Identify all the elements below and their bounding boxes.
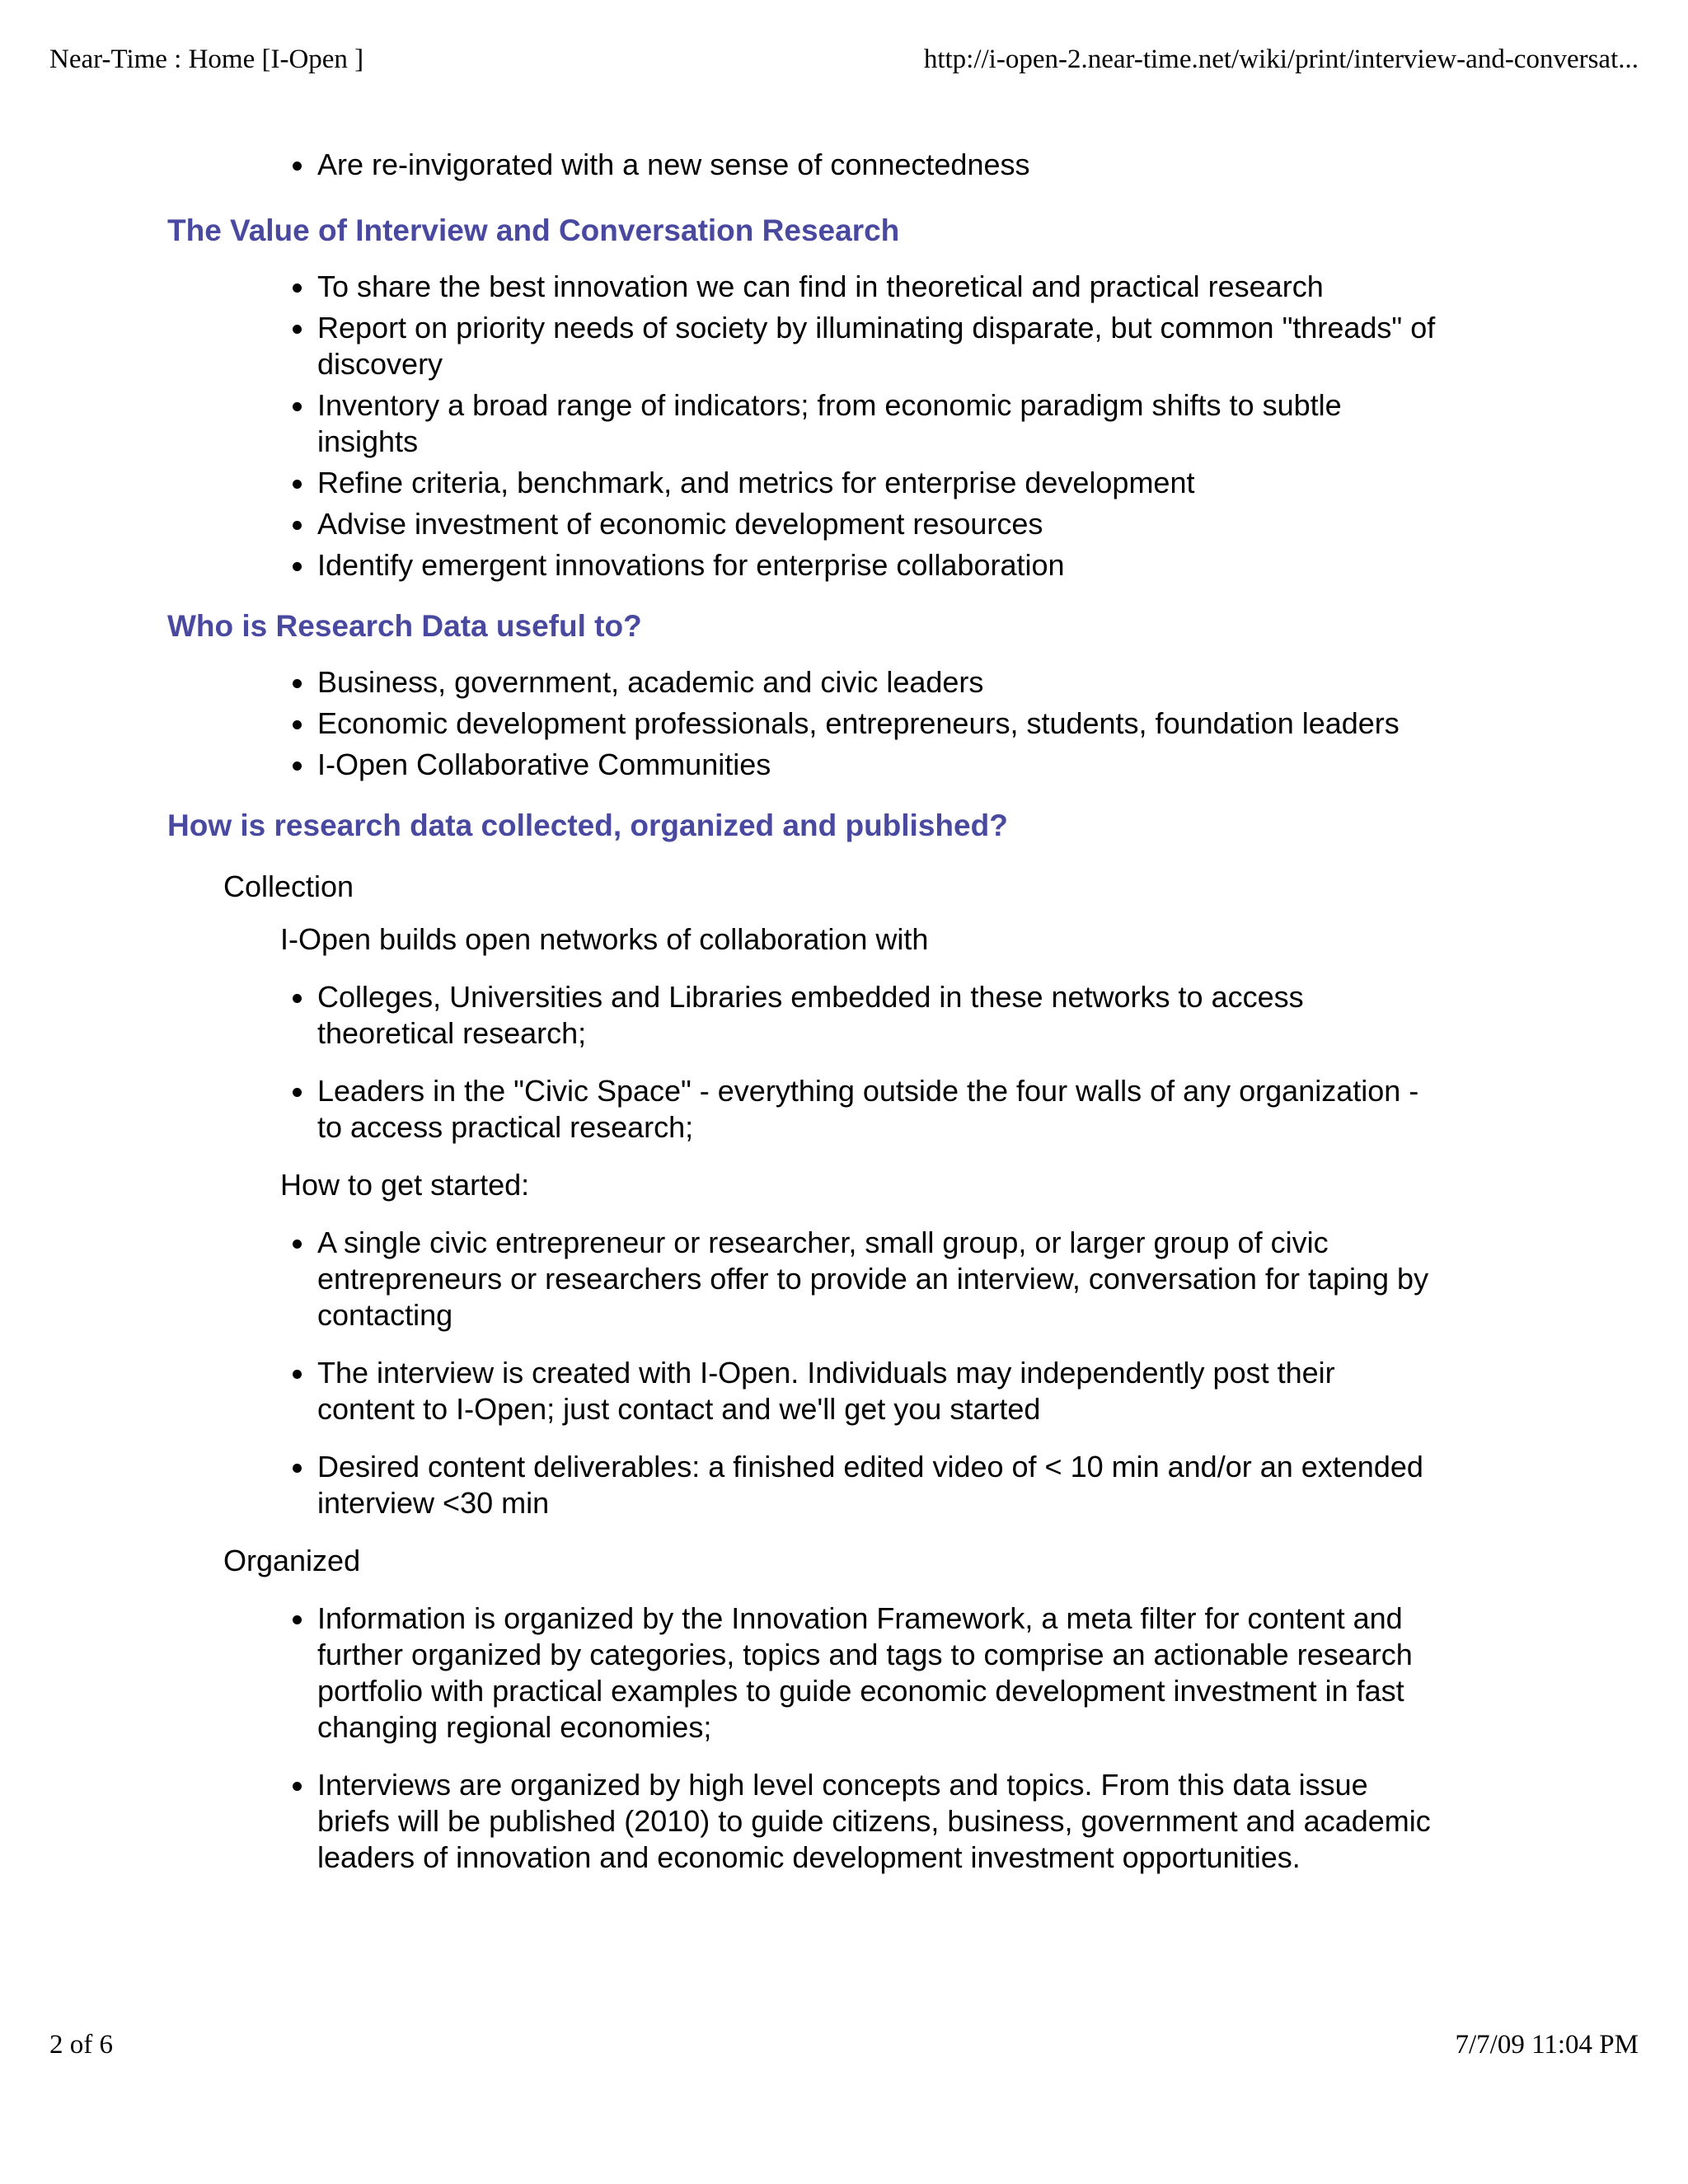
collection-intro: I-Open builds open networks of collaboration with: [280, 922, 929, 956]
get-started-list: [0, 1225, 1688, 1521]
list-item: Economic development professionals, entrepreneurs, students, foundation leaders: [317, 705, 1438, 742]
list-item: The interview is created with I-Open. Individuals may independently post their content to I-Open; just contact and we'll get you started: [317, 1355, 1438, 1427]
section-heading-value: The Value of Interview and Conversation Research: [167, 213, 900, 247]
print-timestamp: 7/7/09 11:04 PM: [1455, 2030, 1639, 2060]
list-item: Business, government, academic and civic leaders: [317, 664, 1438, 701]
intro-list: [0, 147, 1688, 183]
list-item: A single civic entrepreneur or researcher, small group, or larger group of civic entrepreneurs or researchers offer to provide an interview, conversation for taping by contacting: [317, 1225, 1438, 1333]
list-item: Inventory a broad range of indicators; from economic paradigm shifts to subtle insights: [317, 387, 1438, 460]
list-item: Refine criteria, benchmark, and metrics for enterprise development: [317, 465, 1438, 501]
print-footer: [49, 2030, 1639, 2060]
list-item: Interviews are organized by high level concepts and topics. From this data issue briefs will be published (2010) to guide citizens, business, government and academic leaders of innovation and economic development investment opportunities.: [317, 1767, 1438, 1876]
list-item: I-Open Collaborative Communities: [317, 747, 1438, 783]
list-item: Desired content deliverables: a finished edited video of < 10 min and/or an extended interview <30 min: [317, 1449, 1438, 1521]
page-number: 2 of 6: [49, 2030, 113, 2060]
section-heading-who: Who is Research Data useful to?: [167, 609, 642, 643]
organized-list: [0, 1601, 1688, 1876]
list-item: Leaders in the "Civic Space" - everything outside the four walls of any organization - to access practical research;: [317, 1073, 1438, 1146]
list-item: Information is organized by the Innovation Framework, a meta filter for content and further organized by categories, topics and tags to comprise an actionable research portfolio with practical examples to guide economic development investment in fast changing regional economies;: [317, 1601, 1438, 1746]
list-item: Advise investment of economic development resources: [317, 506, 1438, 542]
page-title: Near-Time : Home [I-Open ]: [49, 45, 364, 74]
section-heading-how: How is research data collected, organized and published?: [167, 808, 1008, 842]
list-item: Report on priority needs of society by illuminating disparate, but common "threads" of discovery: [317, 310, 1438, 382]
page-url: http://i-open-2.near-time.net/wiki/print/interview-and-conversat...: [923, 45, 1639, 74]
get-started-label: How to get started:: [280, 1168, 530, 1202]
list-item: Colleges, Universities and Libraries embedded in these networks to access theoretical research;: [317, 979, 1438, 1052]
list-item: Identify emergent innovations for enterprise collaboration: [317, 547, 1438, 583]
who-list: [0, 664, 1688, 783]
collection-list: [0, 979, 1688, 1146]
organized-label: Organized: [223, 1544, 361, 1577]
list-item: Are re-invigorated with a new sense of connectedness: [317, 147, 1438, 183]
collection-label: Collection: [223, 869, 354, 903]
print-header: [49, 45, 1639, 75]
document-body: [0, 147, 1688, 1897]
list-item: To share the best innovation we can find in theoretical and practical research: [317, 269, 1438, 305]
value-list: [0, 269, 1688, 583]
